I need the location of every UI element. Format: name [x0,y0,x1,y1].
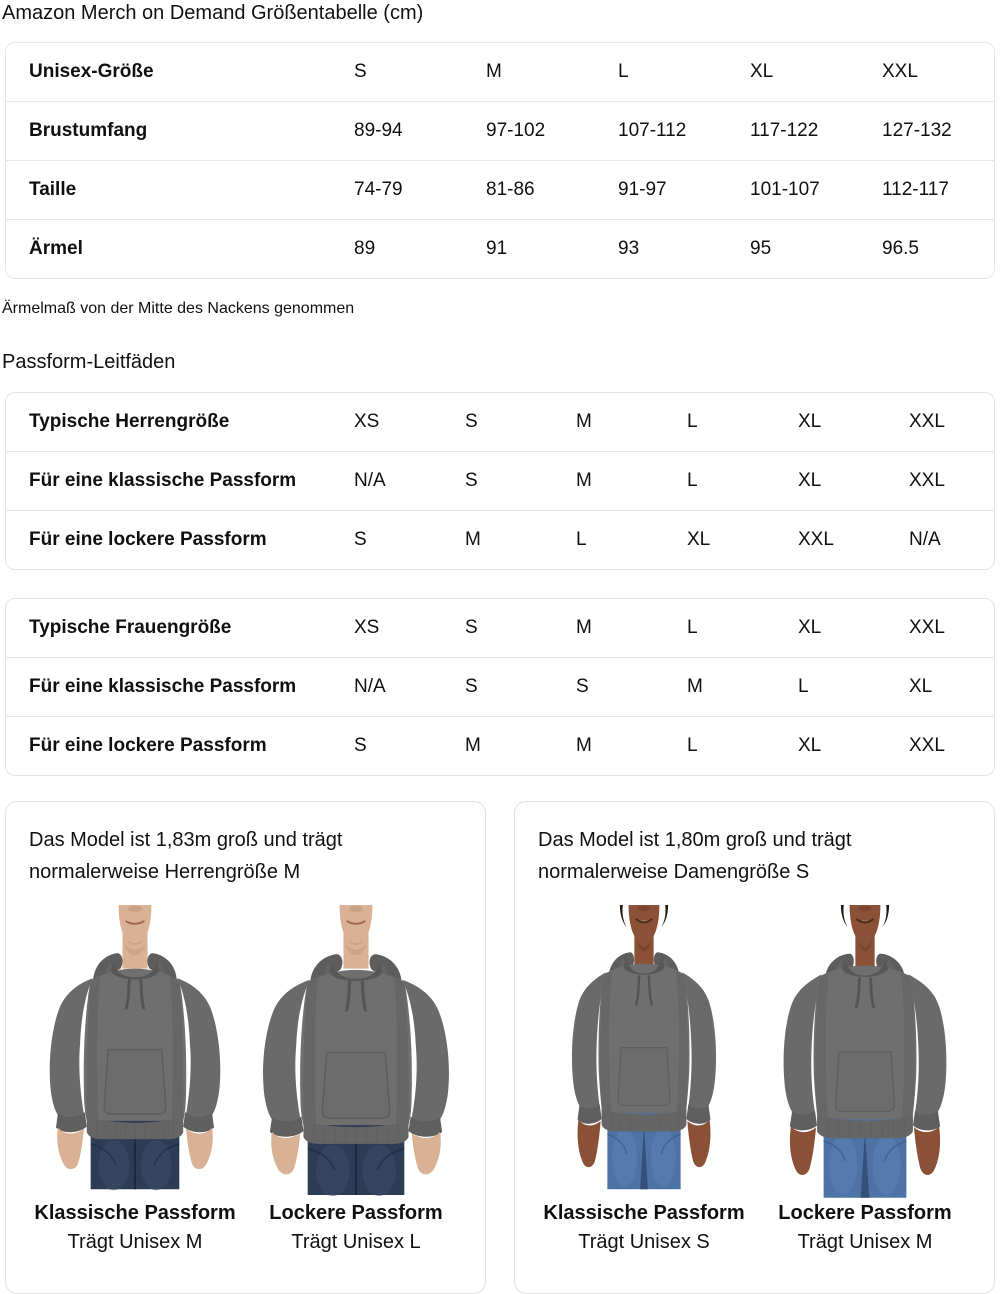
table-row [6,451,994,510]
size-cell: S [354,529,367,550]
size-cell: M [576,617,592,638]
table-row [6,657,994,716]
fit-caption [250,1200,462,1258]
men-fit-table [5,392,995,570]
table-row [6,510,994,569]
size-cell: XL [750,61,774,82]
size-cell: 101-107 [750,179,820,200]
page-title: Amazon Merch on Demand Größentabelle (cm) [2,2,424,24]
size-cell: XXL [909,411,945,432]
size-cell: 96.5 [882,238,919,259]
size-cell: XS [354,411,380,432]
table-row [6,716,994,775]
size-cell: XL [798,735,822,756]
row-label: Typische Frauengröße [29,617,232,638]
fit-label: Lockere Passform [269,1202,443,1224]
size-cell: M [576,411,592,432]
size-cell: N/A [909,529,941,550]
size-cell: S [576,676,589,697]
women-fit-table [5,598,995,776]
size-cell: S [465,617,478,638]
unisex-size-table [5,42,995,279]
size-worn-label: Trägt Unisex M [797,1231,933,1253]
size-cell: XL [909,676,933,697]
size-cell: 93 [618,238,640,259]
model-cards [5,801,995,1294]
row-label: Unisex-Größe [29,61,154,82]
size-cell: S [354,735,367,756]
fit-label: Lockere Passform [778,1202,952,1224]
size-cell: L [618,61,629,82]
table-row [6,599,994,657]
size-worn-label: Trägt Unisex L [291,1231,421,1253]
sleeve-measure-footnote: Ärmelmaß von der Mitte des Nackens genommen [2,300,355,317]
table-row [6,101,994,160]
size-cell: L [687,735,698,756]
men-model-card [5,801,486,1294]
size-cell: M [576,735,592,756]
photo-captions [29,1200,462,1258]
size-cell: XL [798,411,822,432]
fit-caption [759,1200,971,1258]
table-row [6,219,994,278]
size-cell: L [687,617,698,638]
fit-label: Klassische Passform [543,1202,745,1224]
size-cell: N/A [354,676,386,697]
size-cell: XL [798,617,822,638]
size-worn-label: Trägt Unisex M [67,1231,203,1253]
size-cell: 107-112 [618,120,687,141]
size-cell: S [465,411,478,432]
size-worn-label: Trägt Unisex S [578,1231,710,1253]
size-cell: 81-86 [486,179,535,200]
male-loose-fit-photo [250,905,462,1198]
size-cell: XXL [909,617,945,638]
model-photos [29,905,462,1198]
size-cell: L [576,529,587,550]
size-cell: S [465,470,478,491]
size-cell: S [354,61,367,82]
size-cell: 95 [750,238,772,259]
photo-captions [538,1200,971,1258]
male-classic-fit-photo [29,905,241,1198]
size-cell: M [465,735,481,756]
size-cell: S [465,676,478,697]
size-cell: M [576,470,592,491]
size-cell: M [486,61,502,82]
model-description: Das Model ist 1,80m groß und trägt normalerweise Damengröße S [538,829,852,883]
size-cell: N/A [354,470,386,491]
size-cell: 74-79 [354,179,403,200]
size-cell: 112-117 [882,179,949,200]
size-cell: 91-97 [618,179,667,200]
size-cell: L [687,470,698,491]
size-cell: XL [798,470,822,491]
female-classic-fit-photo [538,905,750,1198]
model-description: Das Model ist 1,83m groß und trägt normalerweise Herrengröße M [29,829,343,883]
size-cell: XXL [798,529,834,550]
table-row [6,43,994,101]
row-label: Brustumfang [29,120,148,141]
size-cell: M [687,676,703,697]
size-cell: 91 [486,238,508,259]
size-cell: 89 [354,238,376,259]
fit-caption [29,1200,241,1258]
fit-caption [538,1200,750,1258]
size-cell: 117-122 [750,120,819,141]
size-cell: XL [687,529,711,550]
size-cell: XXL [882,61,918,82]
row-label: Für eine lockere Passform [29,735,267,756]
size-cell: 127-132 [882,120,952,141]
row-label: Für eine klassische Passform [29,676,297,697]
row-label: Ärmel [29,238,83,259]
female-loose-fit-photo [759,905,971,1198]
size-cell: L [687,411,698,432]
row-label: Taille [29,179,77,200]
size-cell: L [798,676,809,697]
size-cell: XXL [909,470,945,491]
row-label: Für eine klassische Passform [29,470,297,491]
size-cell: XS [354,617,380,638]
size-cell: M [465,529,481,550]
size-cell: 97-102 [486,120,546,141]
size-cell: 89-94 [354,120,403,141]
row-label: Für eine lockere Passform [29,529,267,550]
women-model-card [514,801,995,1294]
size-cell: XXL [909,735,945,756]
fit-label: Klassische Passform [34,1202,236,1224]
table-row [6,393,994,451]
model-photos [538,905,971,1198]
table-row [6,160,994,219]
row-label: Typische Herrengröße [29,411,230,432]
fit-guides-heading: Passform-Leitfäden [2,351,176,373]
